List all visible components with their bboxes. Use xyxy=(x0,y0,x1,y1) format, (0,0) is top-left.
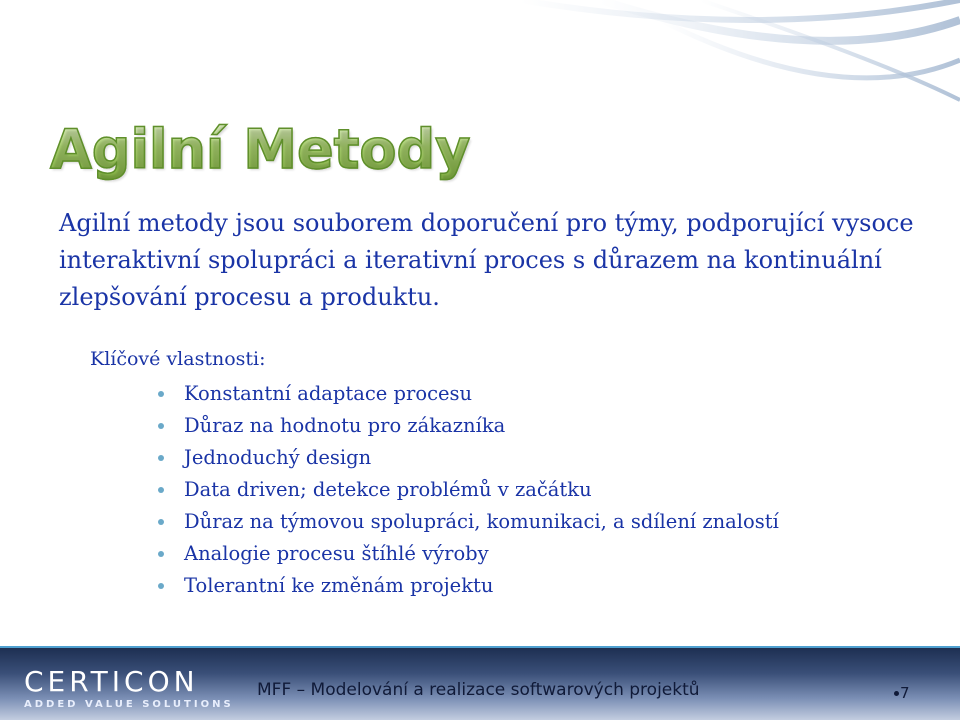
bullet-dot-icon xyxy=(158,391,164,397)
list-item xyxy=(158,442,910,474)
list-item-text: Data driven; detekce problémů v začátku xyxy=(184,478,592,501)
page-number xyxy=(894,684,910,702)
list-item xyxy=(158,506,910,538)
slide-title: Agilní Metody xyxy=(50,118,471,181)
bullet-dot-icon xyxy=(158,487,164,493)
bullet-dot-icon xyxy=(158,583,164,589)
intro-paragraph: Agilní metody jsou souborem doporučení pro týmy, podporující vysoce interaktivní spolupráci a iterativní proces s důrazem na kontinuální zlepšování procesu a produktu. xyxy=(59,209,914,311)
features-heading: Klíčové vlastnosti: xyxy=(90,348,266,370)
features-list xyxy=(90,378,910,602)
course-name: MFF – Modelování a realizace softwarových projektů xyxy=(257,680,700,700)
certicon-logo xyxy=(24,667,234,710)
logo-tagline: ADDED VALUE SOLUTIONS xyxy=(24,699,234,710)
logo-wordmark: CERTICON xyxy=(24,665,199,698)
list-item xyxy=(158,410,910,442)
page-number-text: 7 xyxy=(900,684,910,702)
list-item xyxy=(158,378,910,410)
list-item-text: Konstantní adaptace procesu xyxy=(184,382,473,405)
list-item xyxy=(158,538,910,570)
list-item-text: Jednoduchý design xyxy=(184,446,372,469)
bullet-dot-icon xyxy=(894,691,899,696)
list-item-text: Analogie procesu štíhlé výroby xyxy=(184,542,489,565)
list-item-text: Tolerantní ke změnám projektu xyxy=(184,574,494,597)
bullet-dot-icon xyxy=(158,423,164,429)
list-item-text: Důraz na týmovou spolupráci, komunikaci, a sdílení znalostí xyxy=(184,510,779,533)
list-item xyxy=(158,570,910,602)
bullet-dot-icon xyxy=(158,519,164,525)
list-item xyxy=(158,474,910,506)
bullet-dot-icon xyxy=(158,455,164,461)
bullet-dot-icon xyxy=(158,551,164,557)
features-section xyxy=(90,344,910,602)
list-item-text: Důraz na hodnotu pro zákazníka xyxy=(184,414,506,437)
